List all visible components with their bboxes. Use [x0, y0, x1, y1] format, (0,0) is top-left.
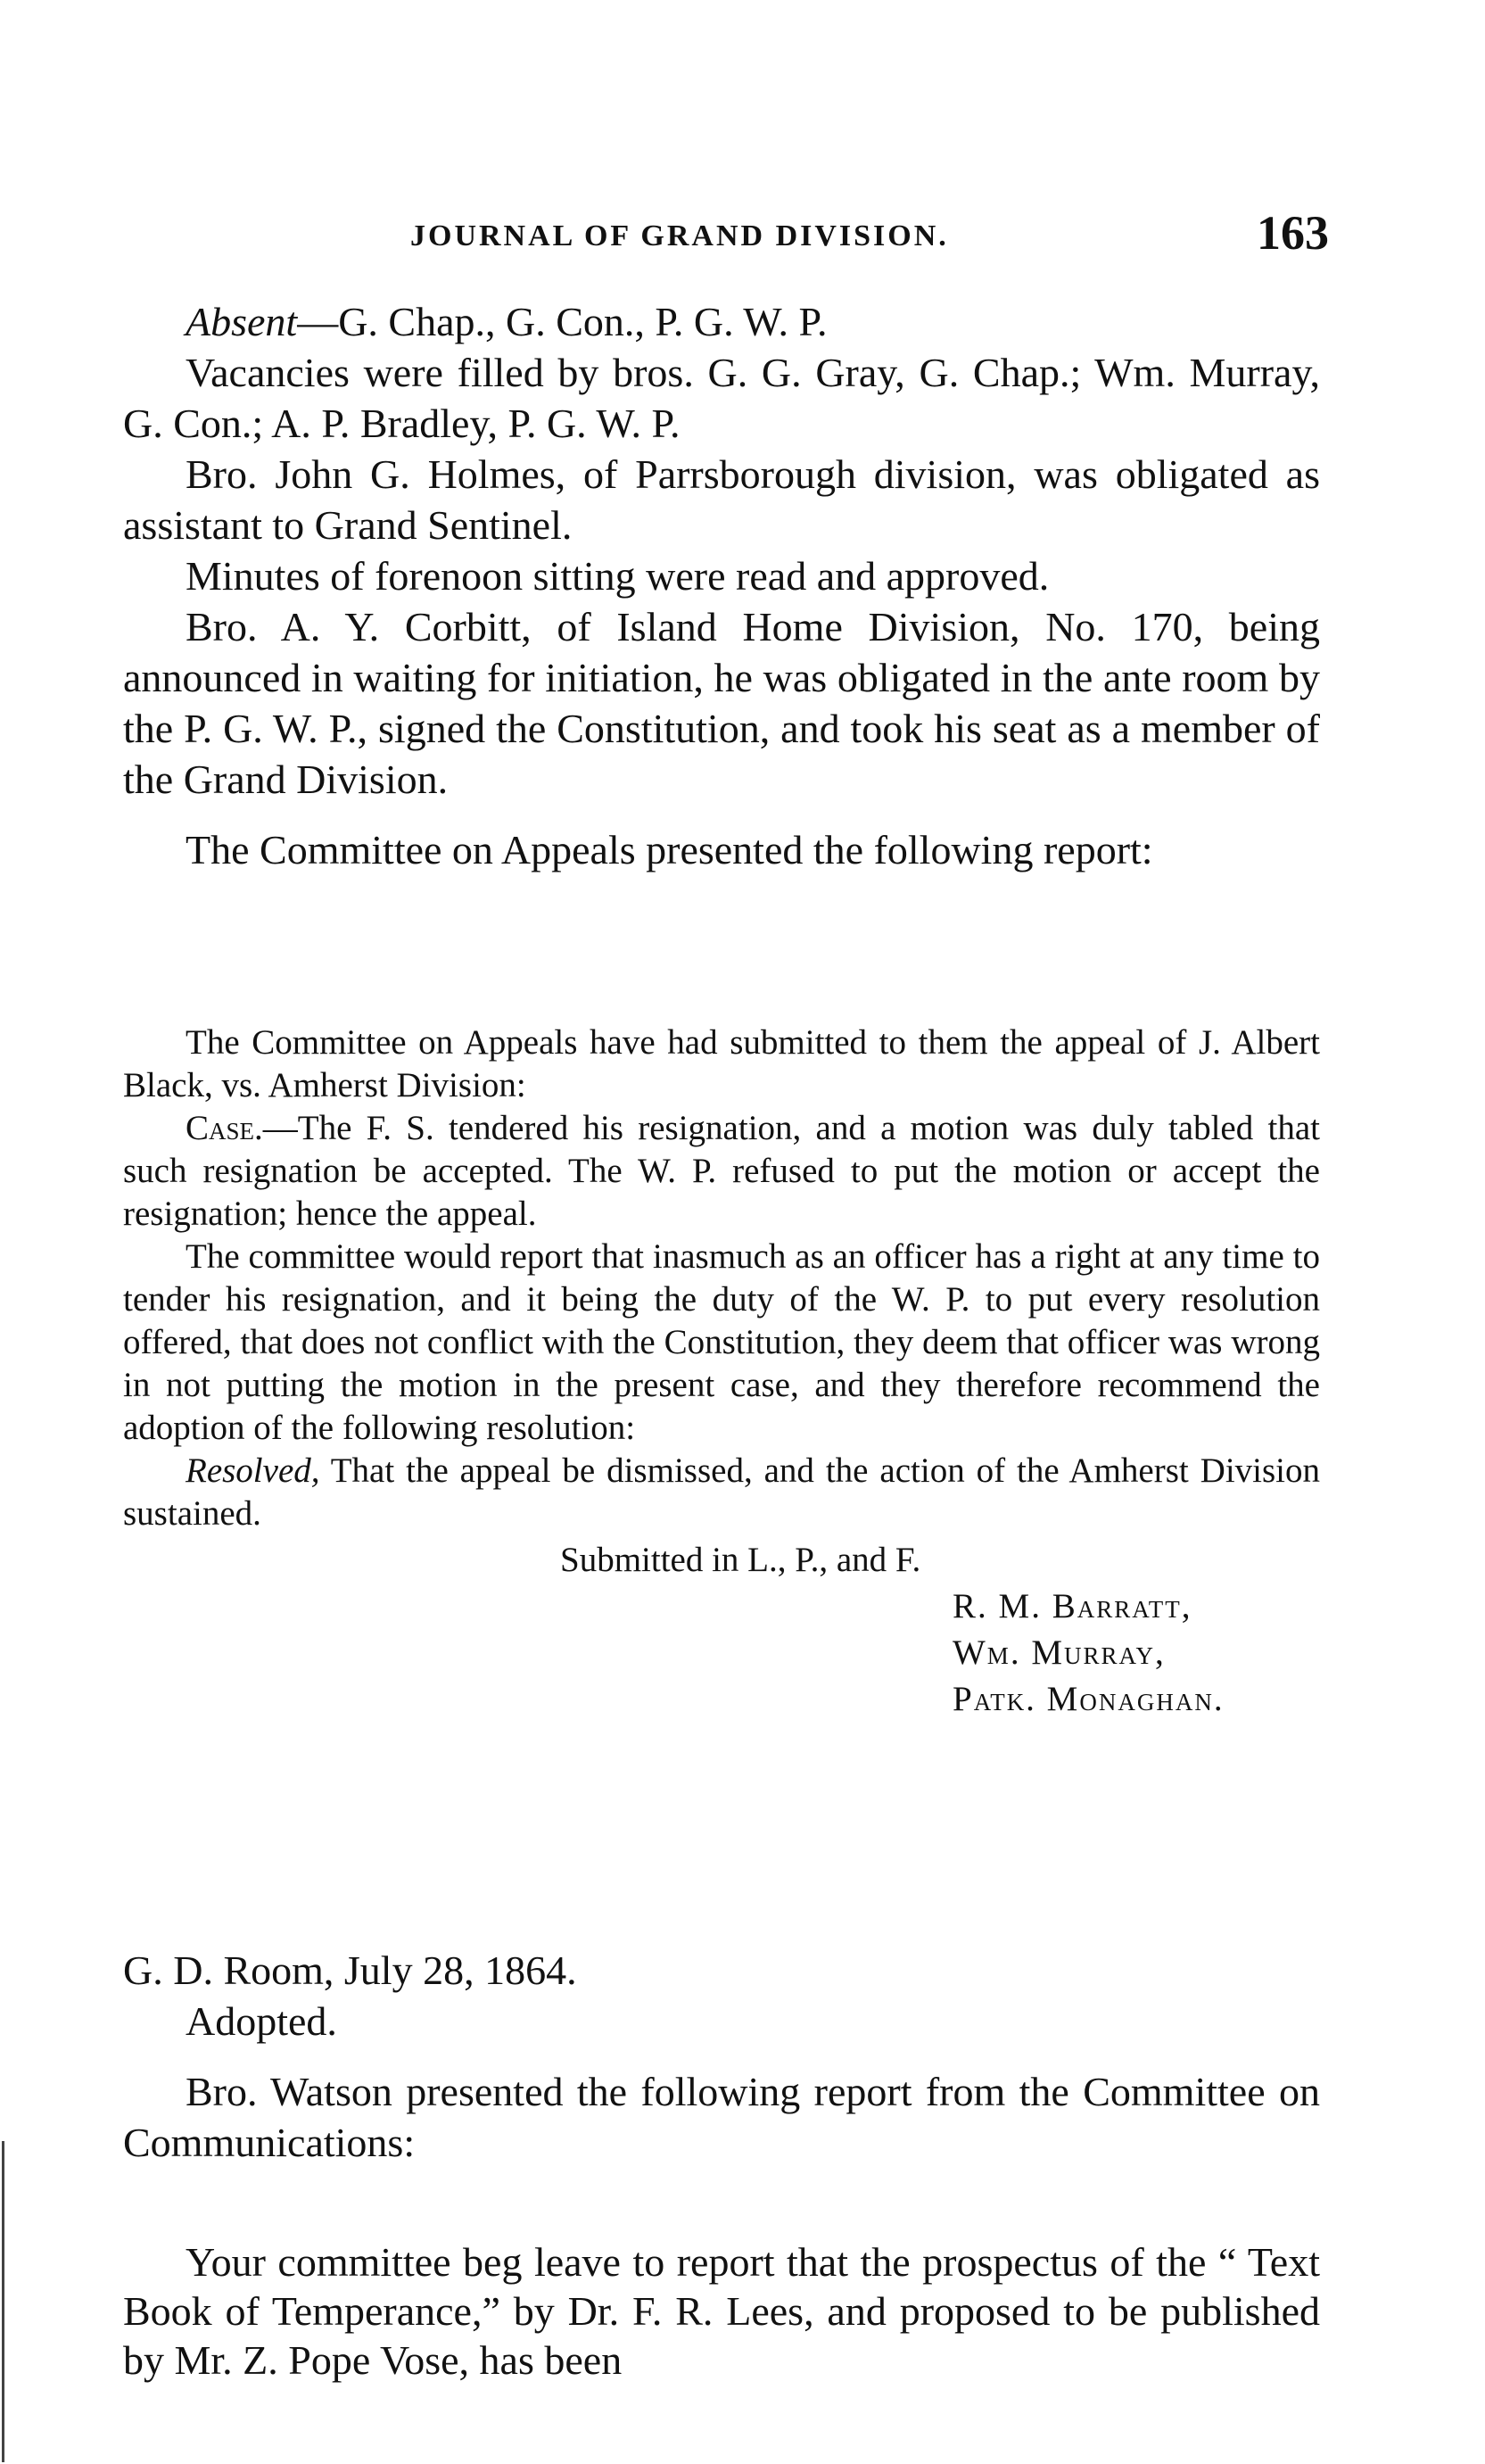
page-number: 163: [1257, 206, 1329, 260]
minutes-paragraph: Minutes of forenoon sitting were read and approved.: [186, 553, 1050, 599]
signer-name: Wm. Murray,: [953, 1633, 1166, 1672]
committee-paragraph: The committee would report that inasmuch as an officer has a right at any time to tender his resignation, and it being the duty of the W. P. to put every resolution offered, that does not conflict with the Constitution, they deem that officer was wrong in not putting the motion in the present case, and they therefore recommend the adoption of the following resolution:: [123, 1237, 1320, 1447]
case-paragraph: [123, 1107, 1320, 1236]
running-title: JOURNAL OF GRAND DIVISION.: [410, 219, 949, 252]
holmes-paragraph: Bro. John G. Holmes, of Parrsborough division, was obligated as assistant to Grand Sentinel.: [123, 451, 1320, 548]
absent-paragraph: [123, 296, 1320, 347]
room-date-line: G. D. Room, July 28, 1864.: [123, 1947, 577, 1993]
resolved-text: That the appeal be dismissed, and the action of the Amherst Division sustained.: [123, 1451, 1320, 1533]
minutes-section: [123, 296, 1320, 875]
watson-paragraph: Bro. Watson presented the following report from the Committee on Communications:: [123, 2069, 1320, 2165]
report-submitted-paragraph: The Committee on Appeals have had submitted to them the appeal of J. Albert Black, vs. Amherst Division:: [123, 1023, 1320, 1104]
corbitt-paragraph: Bro. A. Y. Corbitt, of Island Home Division, No. 170, being announced in waiting for initiation, he was obligated in the ante room by the P. G. W. P., signed the Constitution, and took his seat as a member of the Grand Division.: [123, 604, 1320, 802]
case-text: —The F. S. tendered his resignation, and a motion was duly tabled that such resignation be accepted. The W. P. refused to put the motion or accept the resignation; hence the appeal.: [123, 1109, 1320, 1233]
signer-name: R. M. Barratt,: [953, 1587, 1192, 1625]
absent-text: —G. Chap., G. Con., P. G. W. P.: [297, 299, 828, 344]
communications-report: [123, 2237, 1320, 2385]
adoption-section: [123, 1945, 1320, 2168]
vacancies-paragraph: Vacancies were filled by bros. G. G. Gray, G. Chap.; Wm. Murray, G. Con.; A. P. Bradley, P. G. W. P.: [123, 350, 1320, 446]
appeals-intro-paragraph: The Committee on Appeals presented the following report:: [186, 827, 1153, 872]
resolved-paragraph: [123, 1450, 1320, 1535]
resolved-label: Resolved,: [186, 1451, 320, 1490]
absent-label: Absent: [186, 299, 298, 344]
case-label: Case.: [186, 1109, 263, 1147]
appeals-report: [123, 1021, 1320, 1727]
page-edge-shadow: [2, 2141, 4, 2462]
signature-block: [123, 1535, 1320, 1727]
adopted-line: Adopted.: [186, 1998, 337, 2044]
prospectus-paragraph: Your committee beg leave to report that the prospectus of the “ Text Book of Temperance,” by Dr. F. R. Lees, and proposed to be published by Mr. Z. Pope Vose, has been: [123, 2239, 1320, 2383]
submitted-line: Submitted in L., P., and F.: [560, 1541, 921, 1579]
signer-name: Patk. Monaghan.: [953, 1680, 1225, 1718]
page-header: [392, 206, 1329, 268]
